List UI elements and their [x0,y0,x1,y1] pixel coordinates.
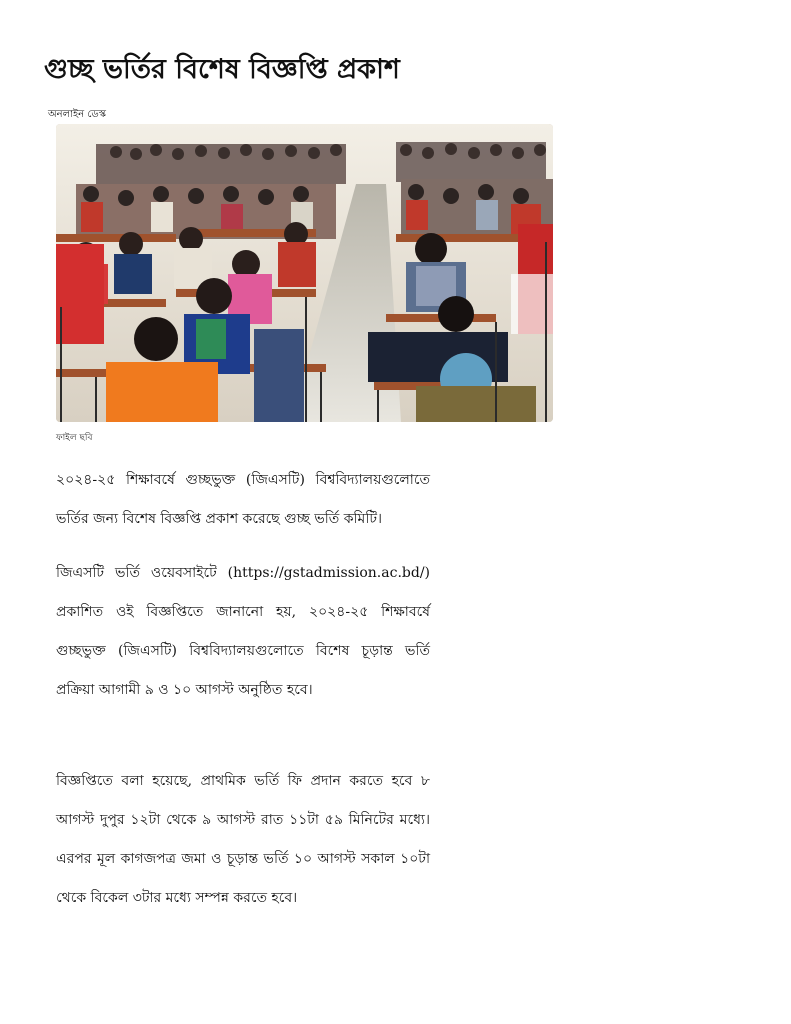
article-paragraph: জিএসটি ভর্তি ওয়েবসাইটে (https://gstadmission.ac.bd/) প্রকাশিত ওই বিজ্ঞপ্তিতে জানানো হয়, ২০২৪-২৫ শিক্ষাবর্ষে গুচ্ছভুক্ত (জিএসটি) বিশ্ববিদ্যালয়গুলোতে বিশেষ চূড়ান্ত ভর্তি প্রক্রিয়া আগামী ৯ ও ১০ আগস্ট অনুষ্ঠিত হবে। [56,565,430,698]
article-author: অনলাইন ডেস্ক [48,109,106,120]
exam-hall-photo [56,124,553,422]
article-headline: গুচ্ছ ভর্তির বিশেষ বিজ্ঞপ্তি প্রকাশ [44,54,400,85]
article-paragraph: বিজ্ঞপ্তিতে বলা হয়েছে, প্রাথমিক ভর্তি ফি প্রদান করতে হবে ৮ আগস্ট দুপুর ১২টা থেকে ৯ আগস্ট রাত ১১টা ৫৯ মিনিটের মধ্যে। এরপর মূল কাগজপত্র জমা ও চূড়ান্ত ভর্তি ১০ আগস্ট সকাল ১০টা থেকে বিকেল ৩টার মধ্যে সম্পন্ন করতে হবে। [56,773,430,906]
article-photo [56,124,553,422]
article-paragraph: ২০২৪-২৫ শিক্ষাবর্ষে গুচ্ছভুক্ত (জিএসটি) বিশ্ববিদ্যালয়গুলোতে ভর্তির জন্য বিশেষ বিজ্ঞপ্তি প্রকাশ করেছে গুচ্ছ ভর্তি কমিটি। [56,472,430,527]
image-caption: ফাইল ছবি [56,433,93,443]
